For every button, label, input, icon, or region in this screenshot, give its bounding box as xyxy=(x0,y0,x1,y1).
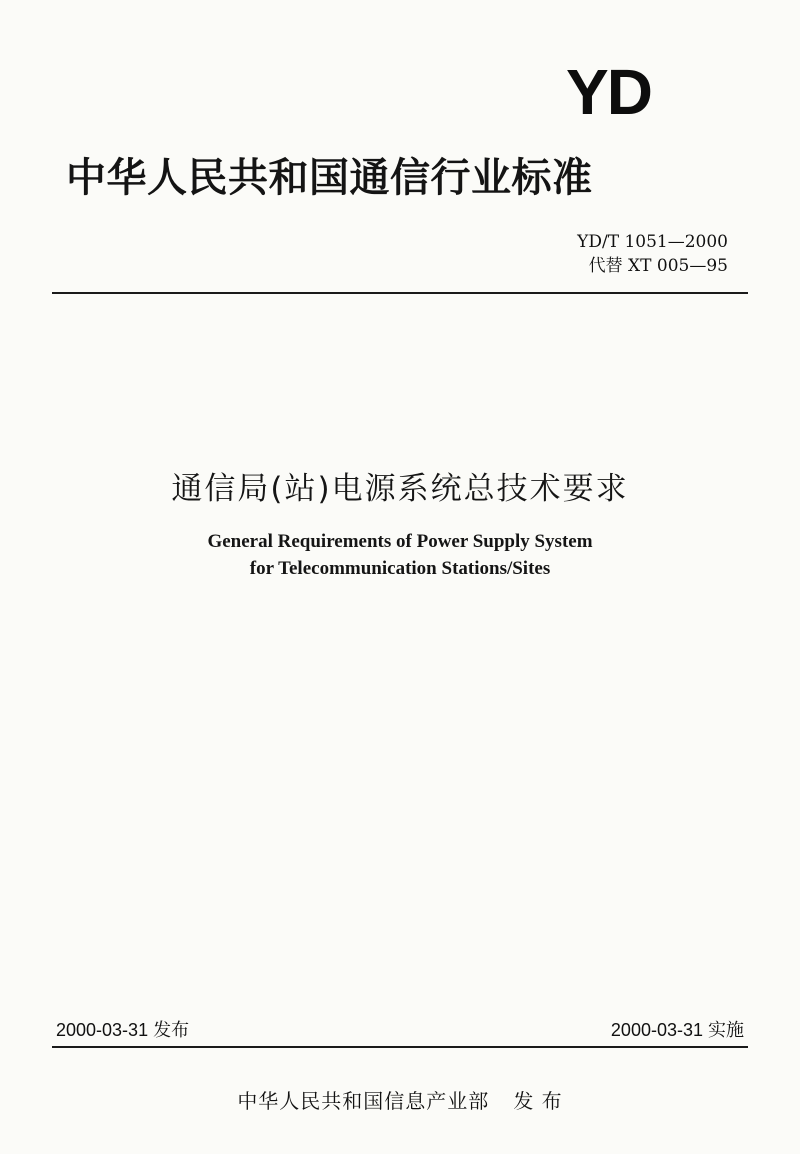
document-title-en-line2: for Telecommunication Stations/Sites xyxy=(249,558,551,579)
footer-divider xyxy=(52,1046,748,1048)
document-title-en-line1: General Requirements of Power Supply System xyxy=(207,531,593,552)
replaces-standard: 代替 XT 005—95 xyxy=(588,256,728,276)
standard-category-title: 中华人民共和国通信行业标准 xyxy=(66,155,593,201)
yd-logo: YD xyxy=(566,56,651,128)
document-title-cn: 通信局(站)电源系统总技术要求 xyxy=(171,471,629,507)
publisher-action: 发 布 xyxy=(513,1089,563,1113)
implement-date: 2000-03-31 实施 xyxy=(610,1020,744,1040)
issue-date: 2000-03-31 发布 xyxy=(56,1020,190,1040)
standard-number: YD/T 1051—2000 xyxy=(577,232,728,252)
publisher-line xyxy=(0,1087,800,1115)
standard-number-block xyxy=(577,230,728,278)
header-divider xyxy=(52,292,748,294)
document-title-en xyxy=(0,528,800,582)
publisher-name: 中华人民共和国信息产业部 xyxy=(237,1089,490,1113)
